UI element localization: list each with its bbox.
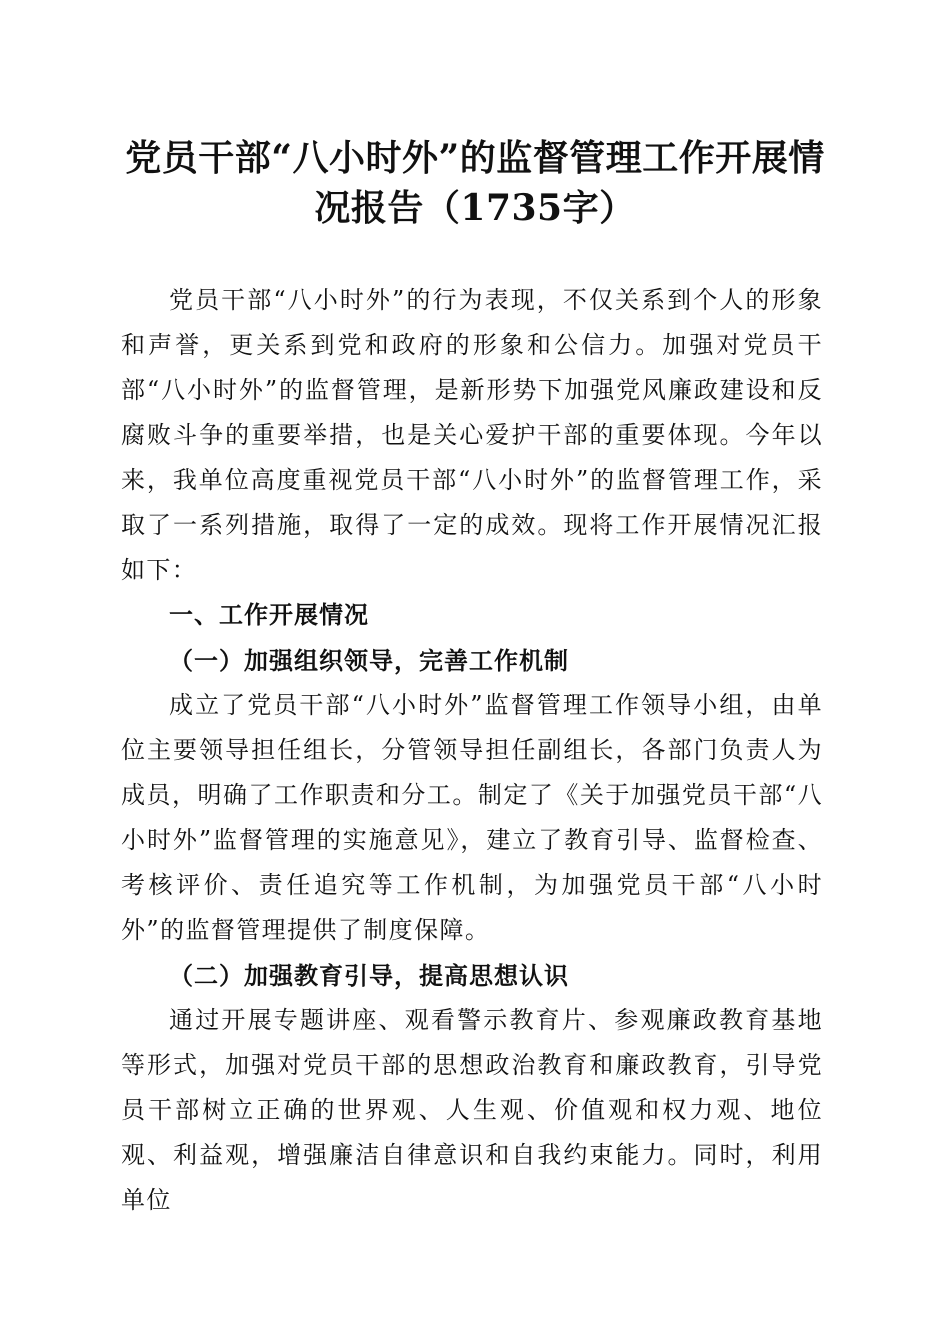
section-heading-1: 一、工作开展情况 xyxy=(169,601,369,629)
intro-paragraph: 党员干部“八小时外”的行为表现，不仅关系到个人的形象和声誉，更关系到党和政府的形象和公信力。加强对党员干部“八小时外”的监督管理，是新形势下加强党风廉政建设和反腐败斗争的重要举措，也是关心爱护干部的重要体现。今年以来，我单位高度重视党员干部“八小时外”的监督管理工作，采取了一系列措施，取得了一定的成效。现将工作开展情况汇报如下： xyxy=(121,286,823,584)
subsection-heading-2: （二）加强教育引导，提高思想认识 xyxy=(169,961,569,990)
subsection-heading-1: （一）加强组织领导，完善工作机制 xyxy=(169,646,569,675)
document-body xyxy=(121,278,823,1223)
subsection-1-paragraph: 成立了党员干部“八小时外”监督管理工作领导小组，由单位主要领导担任组长，分管领导担任副组长，各部门负责人为成员，明确了工作职责和分工。制定了《关于加强党员干部“八小时外”监督管理的实施意见》，建立了教育引导、监督检查、考核评价、责任追究等工作机制，为加强党员干部“八小时外”的监督管理提供了制度保障。 xyxy=(121,691,823,944)
document-title xyxy=(100,133,850,233)
title-line-1: 党员干部“八小时外”的监督管理工作开展情 xyxy=(125,137,825,179)
title-line-2: 况报告（1735字） xyxy=(314,187,636,229)
subsection-2-paragraph: 通过开展专题讲座、观看警示教育片、参观廉政教育基地等形式，加强对党员干部的思想政治教育和廉政教育，引导党员干部树立正确的世界观、人生观、价值观和权力观、地位观、利益观，增强廉洁自律意识和自我约束能力。同时，利用单位 xyxy=(121,1006,823,1214)
